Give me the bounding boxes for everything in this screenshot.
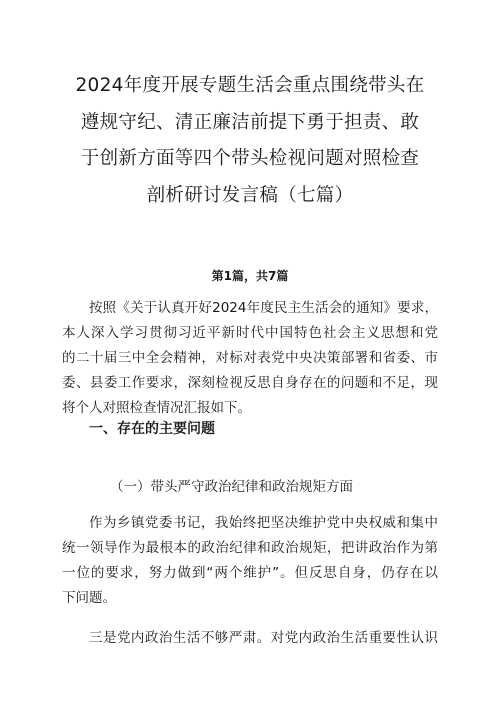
paragraph-line: 下问题。 — [62, 590, 116, 606]
title-line: 遵规守纪、清正廉洁前提下勇于担责、敢 — [80, 111, 420, 133]
paragraph-line: 的二十届三中全会精神，对标对表党中央决策部署和省委、市 — [62, 350, 438, 366]
paragraph-line: 本人深入学习贯彻习近平新时代中国特色社会主义思想和党 — [62, 325, 438, 341]
part-label: 第1篇，共7篇 — [211, 269, 289, 283]
title-line: 剖析研讨发言稿（七篇） — [146, 184, 354, 206]
document-title — [40, 68, 460, 214]
body-paragraph — [62, 626, 438, 651]
paragraph-line: 一位的要求，努力做到“两个维护”。但反思自身，仍存在以 — [62, 565, 438, 581]
paragraph-line: 作为乡镇党委书记，我始终把坚决维护党中央权威和集中 — [89, 515, 438, 531]
title-line: 2024年度开展专题生活会重点围绕带头在 — [75, 75, 425, 96]
paragraph-line: 统一领导作为最根本的政治纪律和政治规矩，把讲政治作为第 — [62, 540, 438, 556]
subsection-heading: （一）带头严守政治纪律和政治规矩方面 — [110, 479, 353, 495]
body-paragraph — [62, 511, 438, 611]
paragraph-line: 委、县委工作要求，深刻检视反思自身存在的问题和不足，现 — [62, 375, 438, 391]
paragraph-line: 按照《关于认真开好2024年度民主生活会的通知》要求， — [89, 300, 438, 316]
paragraph-line: 三是党内政治生活不够严肃。对党内政治生活重要性认识 — [89, 630, 438, 646]
paragraph-line: 将个人对照检查情况汇报如下。 — [62, 400, 251, 416]
intro-paragraph — [62, 296, 438, 421]
section-heading: 一、存在的主要问题 — [89, 421, 215, 437]
title-line: 于创新方面等四个带头检视问题对照检查 — [80, 148, 420, 169]
